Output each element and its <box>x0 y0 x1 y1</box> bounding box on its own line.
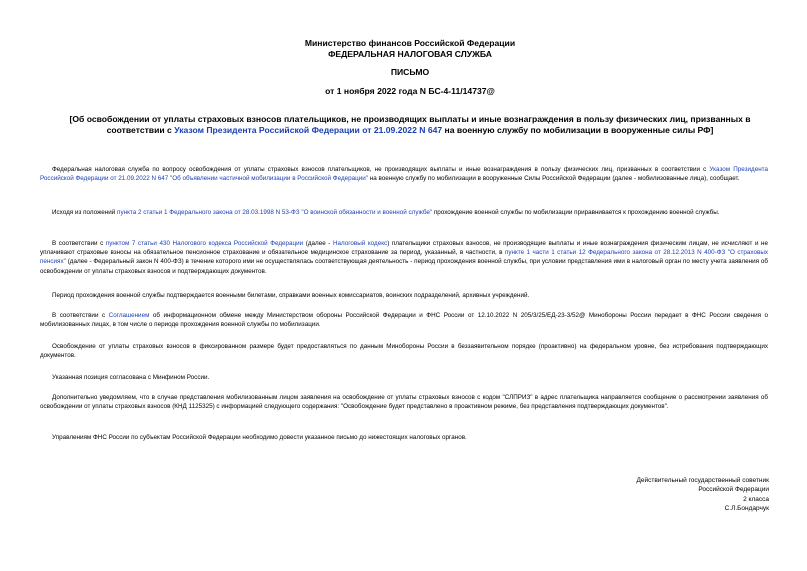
link-federal-law-400[interactable]: пункте 1 части 1 статьи 12 Федерального закона от 28.12.2013 N 400-ФЗ "О страховых пенсиях" <box>40 249 768 266</box>
link-tax-code-art-430[interactable]: пунктом 7 статьи 430 Налогового кодекса Российской Федерации <box>105 240 304 247</box>
paragraph-text: (далее - Федеральный закон N 400-ФЗ) в течение которого ими не осуществлялась соответствующая деятельность - период прохождения военной службы, при условии представления ими в налоговый орган по месту учета заявления об освобождении от уплаты страховых взносов и подтверждающих документов. <box>40 258 768 275</box>
letter-type: ПИСЬМО <box>390 67 430 77</box>
paragraph-text: об информационном обмене между Министерством обороны Российской Федерации и ФНС России от 12.10.2022 N 205/3/25/ЕД-23-3/52@ Минобороны России передает в ФНС России сведения о мобилизованных лицах, в том числе о периоде прохождения военной службы по мобилизации. <box>40 312 769 329</box>
paragraph-1 <box>40 165 768 183</box>
paragraph-4: Период прохождения военной службы подтверждается военными билетами, справками военных комиссариатов, воинских подразделений, архивных учреждений. <box>52 292 530 299</box>
subject-text-1: [Об освобождении от уплаты страховых взносов плательщиков, не производящих выплаты и иные вознаграждения в пользу физических лиц, призванных в соответствии с <box>69 114 751 135</box>
paragraph-8: Дополнительно уведомляем, что в случае представления мобилизованным лицом заявления на освобождение от уплаты страховых взносов с кодом "СЛПРИЗ" в адрес плательщика направляется сообщение о рассмотрении заявления об освобождении от уплаты страховых взносов (КНД 1125325) с информацией следующего содержания: "Освобождение будет представлено в проактивном режиме, без представления подтверждающих документов". <box>40 394 768 411</box>
paragraph-text: прохождение военной службы по мобилизации приравнивается к прохождению военной службы. <box>432 209 720 216</box>
paragraph-text: Исходя из положений <box>52 209 118 216</box>
paragraph-text: на военную службу по мобилизации в вооруженные Силы Российской Федерации (далее - мобилизованные лица), сообщает. <box>368 175 740 183</box>
link-tax-code[interactable]: Налоговый кодекс <box>332 240 388 247</box>
paragraph-2 <box>40 208 768 217</box>
ministry-name: Министерство финансов Российской Федерации <box>304 38 516 48</box>
service-name: ФЕДЕРАЛЬНАЯ НАЛОГОВАЯ СЛУЖБА <box>328 48 492 59</box>
paragraph-5 <box>40 311 768 329</box>
paragraph-6: Освобождение от уплаты страховых взносов в фиксированном размере будет предоставляться по данным Минобороны России в беззаявительном порядке (проактивно) на федеральном уровне, без истребования подтверждающих документов. <box>40 343 768 360</box>
subject-link-decree[interactable]: Указом Президента Российской Федерации от 21.09.2022 N 647 <box>174 125 443 135</box>
signer-rank-line-3: 2 класса <box>743 495 769 503</box>
paragraph-text: (далее - <box>303 240 333 247</box>
paragraph-text: В соответствии с <box>52 240 106 247</box>
letter-subject <box>40 114 780 136</box>
paragraph-9: Управлениям ФНС России по субъектам Российской Федерации необходимо довести указанное письмо до нижестоящих налоговых органов. <box>52 434 467 441</box>
paragraph-text: Федеральная налоговая служба по вопросу освобождения от уплаты страховых взносов плательщиков, не производящих выплаты и иные вознаграждения в пользу физических лиц, призванных в соответствии с <box>52 166 710 173</box>
paragraph-7: Указанная позиция согласована с Минфином России. <box>52 374 210 381</box>
paragraph-3 <box>40 239 768 276</box>
link-federal-law-53[interactable]: пункта 2 статьи 1 Федерального закона от 28.03.1998 N 53-ФЗ "О воинской обязанности и военной службе" <box>117 209 433 216</box>
paragraph-text: ) плательщики страховых взносов, не производящие выплаты и иные вознаграждения физическим лицам, не исчисляют и не уплачивают страховые взносы на обязательное пенсионное страхование и обязательное медицинское страхование за период, указанный, в частности, в <box>40 240 769 257</box>
paragraph-text: В соответствии с <box>52 312 109 319</box>
signer-rank-line-2: Российской Федерации <box>698 486 769 494</box>
link-agreement[interactable]: Соглашением <box>108 312 150 319</box>
letter-date-number: от 1 ноября 2022 года N БС-4-11/14737@ <box>325 86 495 96</box>
subject-text-2: на военную службу по мобилизации в вооруженные силы РФ] <box>442 125 714 135</box>
signer-rank-line-1: Действительный государственный советник <box>636 477 769 484</box>
signature-block <box>569 476 769 514</box>
signer-name: С.Л.Бондарчук <box>724 505 769 513</box>
document-header <box>60 38 760 59</box>
link-decree-647[interactable]: Указом Президента Российской Федерации от 21.09.2022 N 647 "Об объявлении частичной мобилизации в Российской Федерации" <box>40 166 768 183</box>
